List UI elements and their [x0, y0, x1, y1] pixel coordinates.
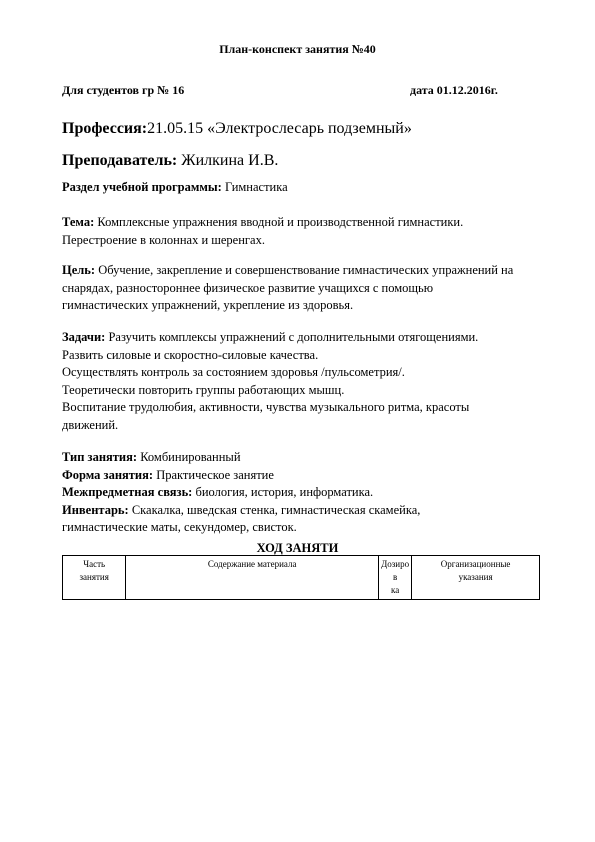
topic-block — [62, 214, 552, 249]
section-value: Гимнастика — [221, 180, 288, 194]
group-date-line — [62, 83, 532, 98]
lesson-form-value: Практическое занятие — [153, 467, 274, 482]
group-label: Для студентов гр № 16 — [62, 83, 185, 97]
interdisciplinary-label: Межпредметная связь: — [62, 485, 193, 499]
goal-line: гимнастических упражнений, укрепление из здоровья. — [62, 298, 354, 312]
teacher-line — [62, 152, 278, 170]
teacher-value: Жилкина И.В. — [177, 152, 279, 169]
task-line: движений. — [62, 417, 119, 432]
goal-label: Цель: — [62, 263, 96, 277]
lesson-info-block — [62, 449, 552, 537]
date-label: дата 01.12.2016г. — [410, 83, 498, 97]
header-content: Содержание материала — [126, 556, 379, 600]
goal-line: Обучение, закрепление и совершенствование гимнастических упражнений на — [95, 263, 514, 277]
header-org-instructions: Организационные указания — [412, 556, 540, 600]
lesson-form-label: Форма занятия: — [62, 467, 154, 482]
tasks-block — [62, 329, 552, 434]
lesson-plan-table — [62, 555, 540, 600]
teacher-label: Преподаватель: — [62, 152, 178, 169]
interdisciplinary-value: биология, история, информатика. — [192, 485, 374, 499]
profession-label: Профессия: — [62, 120, 148, 137]
goal-line: снарядах, разностороннее физическое развитие учащихся с помощью — [62, 280, 434, 295]
header-dosage: Дозиро в ка — [378, 556, 411, 600]
inventory-line: Скакалка, шведская стенка, гимнастическая скамейка, — [128, 502, 421, 517]
section-label: Раздел учебной программы: — [62, 180, 222, 194]
table-header-row — [63, 556, 540, 600]
lesson-type-label: Тип занятия: — [62, 450, 138, 464]
task-line: Развить силовые и скоростно-силовые качества. — [62, 347, 319, 362]
topic-line: Комплексные упражнения вводной и производственной гимнастики. — [94, 215, 464, 229]
section-block — [62, 179, 552, 197]
task-line: Теоретически повторить группы работающих мышц. — [62, 382, 345, 397]
tasks-label: Задачи: — [62, 330, 106, 344]
header-lesson-part: Часть занятия — [63, 556, 126, 600]
inventory-line: гимнастические маты, секундомер, свисток. — [62, 520, 297, 534]
goal-block — [62, 262, 552, 315]
task-line: Осуществлять контроль за состоянием здоровья /пульсометрия/. — [62, 365, 405, 379]
lesson-type-value: Комбинированный — [137, 450, 241, 464]
table-title: ХОД ЗАНЯТИ — [256, 541, 339, 555]
profession-value: 21.05.15 «Электрослесарь подземный» — [147, 120, 412, 137]
inventory-label: Инвентарь: — [62, 502, 129, 517]
topic-label: Тема: — [62, 215, 95, 229]
task-line: Воспитание трудолюбия, активности, чувства музыкального ритма, красоты — [62, 400, 470, 414]
task-line: Разучить комплексы упражнений с дополнительными отягощениями. — [105, 330, 479, 344]
profession-line — [62, 120, 412, 138]
topic-line: Перестроение в колоннах и шеренгах. — [62, 232, 265, 247]
document-title: План-конспект занятия №40 — [219, 42, 376, 56]
